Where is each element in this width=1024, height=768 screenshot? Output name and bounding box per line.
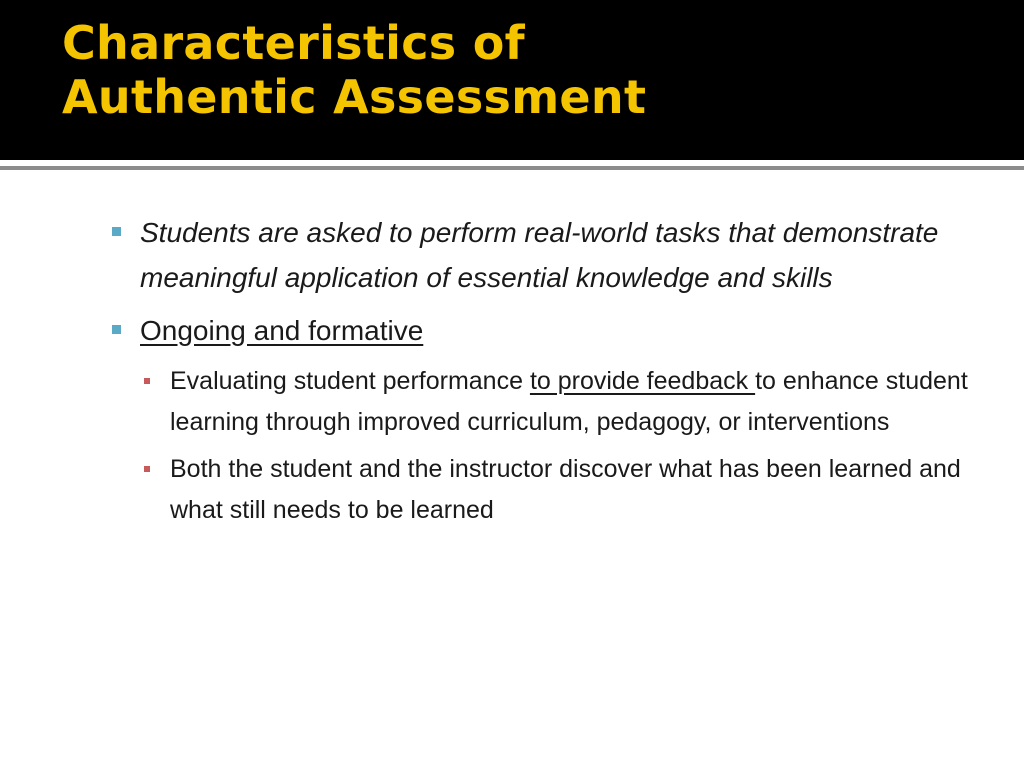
bullet-text: Students are asked to perform real-world tasks that demonstrate meaningful application of essential knowledge and skills (140, 217, 939, 293)
sub-bullet-both-discover (140, 449, 970, 531)
title-bar (0, 0, 1024, 160)
sub-bullet-evaluating (140, 361, 970, 443)
square-bullet-icon (112, 325, 121, 334)
bullet-real-world-tasks (110, 210, 990, 300)
slide-body (110, 210, 990, 537)
slide-title-line-1: Characteristics of (62, 16, 525, 70)
bullet-text-underlined: Ongoing and formative (140, 315, 424, 346)
sub-bullet-list (110, 361, 990, 531)
title-divider (0, 166, 1024, 170)
square-bullet-icon (112, 227, 121, 236)
small-square-bullet-icon (144, 378, 150, 384)
bullet-ongoing-formative (110, 308, 990, 353)
sub-bullet-text-after: to enhance student learning through improved curriculum, pedagogy, or interventions (170, 367, 968, 436)
slide-title-line-2: Authentic Assessment (62, 70, 647, 124)
sub-bullet-text-before: Evaluating student performance (170, 367, 530, 395)
slide-title (62, 16, 646, 124)
sub-bullet-text: Both the student and the instructor discover what has been learned and what still needs to be learned (170, 455, 961, 524)
sub-bullet-text-underlined: to provide feedback (529, 367, 756, 395)
small-square-bullet-icon (144, 466, 150, 472)
